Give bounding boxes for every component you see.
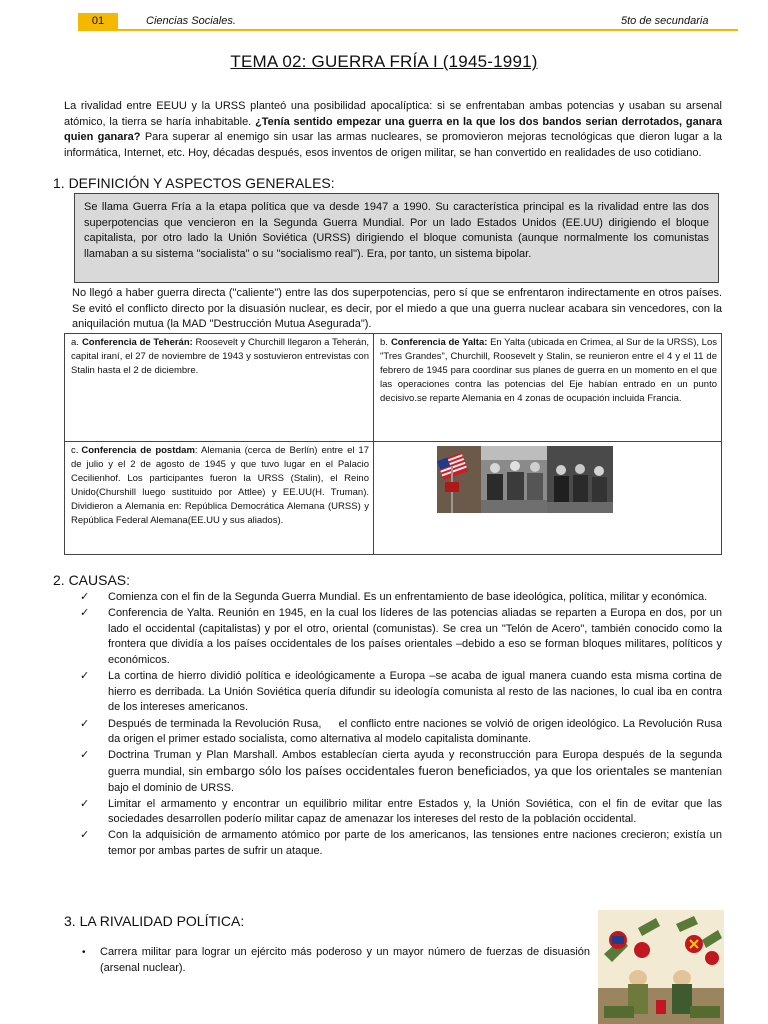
conference-title: Conferencia de Teherán: [81,337,193,348]
grade-label: 5to de secundaria [621,15,709,27]
checkmark-icon: ✓ [80,749,90,762]
list-item [80,669,722,716]
list-item [80,945,590,976]
checkmark-icon: ✓ [80,797,90,810]
conference-text: : Alemania (cerca de Berlín) entre el 17 de julio y el 2 de agosto de 1945 y que tuvo lugar en el Palacio Cecilienhof. Los participantes fueron la URSS (Stalin), el Reino Unido(Churshill luego sustituido por Attlee) y EE.UU(H. Truman). Dividieron a Alemania en: República Democrática Alemana (URSS) y República Federal Alemana(EE.UU y sus aliados). [71,445,369,526]
subject-label: Ciencias Sociales. [146,15,236,27]
list-letter: b. [380,337,388,348]
list-item [80,590,722,606]
list-item-text: Doctrina Truman y Plan Marshall. Ambos establecían cierta ayuda y reconstrucción para Europa después de la segunda guerra mundial, sin [108,749,722,778]
list-item-text: mantenían bajo el dominio de URSS. [108,765,722,794]
list-item [80,717,726,748]
intro-text-2: Para superar al enemigo sin usar las armas nucleares, se promovieron mejoras tecnológicas que dieron lugar a la informática, Internet, etc. Hoy, décadas después, esos inventos de origen militar, se han convertido en realidades de uso cotidiano. [64,131,723,159]
list-item-text: Limitar el armamento y encontrar un equilibrio militar entre Estados y, la Unión Soviética, con el fin de evitar que las sociedades desarrollen poderío militar capaz de amenazar los intereses del resto de la población occidental. [108,797,722,826]
conference-text: En Yalta (ubicada en Crimea, al Sur de la URSS), Los "Tres Grandes", Churchill, Roosevelt y Stalin, se reunieron entre el 4 y el 11 de febrero de 1945 para coordinar sus planes de guerra en un momento en el que las operaciones contra las potencias del Eje habían entrado en un punto decisivo.se reparte Alemania en 4 zonas de ocupación incluida Francia. [380,337,717,404]
checkmark-icon: ✓ [80,670,90,683]
list-item-text: Con la adquisición de armamento atómico por parte de los americanos, las tensiones entre naciones crecieron; existía un temor por ambas partes de sufrir un ataque. [108,829,722,858]
list-item [80,606,722,668]
list-letter: a. [71,337,79,348]
checkmark-icon: ✓ [80,717,90,730]
conference-text: Roosevelt y Churchill llegaron a Teherán, capital iraní, el 27 de noviembre de 1943 y sostuvieron entrevistas con Stalin hasta el 2 de diciembre. [71,337,369,376]
intro-paragraph [64,99,722,161]
conference-title: Conferencia de Yalta: [390,337,488,348]
checkmark-icon: ✓ [80,591,90,603]
list-item-text: Carrera militar para lograr un ejército más poderoso y un mayor número de fuerzas de disuasión (arsenal nuclear). [100,946,590,974]
conference-teheran-cell [65,334,374,442]
list-item-text: Comienza con el fin de la Segunda Guerra Mundial. Es un enfrentamiento de base ideológica, política, militar y económica. [108,591,708,603]
page-header [0,0,768,30]
checkmark-icon: ✓ [80,607,90,620]
big-three-photo-graphic [437,446,613,513]
conference-photo-cell [374,442,721,554]
conferences-table [64,333,722,555]
definition-text: Se llama Guerra Fría a la etapa política que va desde 1947 a 1990. Su característica principal es la rivalidad entre las dos superpotencias que vencieron en la Segunda Guerra Mundial. Por un lado Estados Unidos (EE.UU) dirigiendo el bloque capitalista, por otro lado la Unión Soviética (URSS) dirigiendo el bloque comunista (aunque normalmente los comunistas llamaban a su sistema "socialista" o su "socialismo real"). Era, por tanto, un sistema bipolar. [84,201,709,260]
list-letter: c. [71,445,79,456]
list-item-text: Después de terminada la Revolución Rusa, el conflicto entre naciones se volvió de origen ideológico. La Revolución Rusa da origen el primer estado socialista, como alternativa al modelo capitalista dominante. [108,717,726,746]
big-three-photo [437,446,613,513]
conference-yalta-cell [374,334,721,442]
conference-title: Conferencia de postdam [81,445,195,456]
list-item-text-emphasis: embargo sólo los países occidentales fueron beneficiados, ya que los orientales se [206,763,667,778]
intro-question: ¿Tenía sentido empezar una guerra en la que los dos bandos serian derrotados, ganara quien ganara? [64,115,722,143]
header-rule [78,29,738,31]
intro-text-1: La rivalidad entre EEUU y la URSS planteó una posibilidad apocalíptica: si se enfrentaban ambas potencias y usaban su arsenal atómico, la tierra se haría inhabitable. [64,100,722,128]
cold-war-cartoon-graphic [598,910,724,1024]
list-item [80,828,722,859]
deterrence-paragraph: No llegó a haber guerra directa ("caliente") entre las dos superpotencias, pero sí que se enfrentaron indirectamente en otros países. Se evitó el conflicto directo por la disuasión nuclear, es decir, por el miedo a que una guerra nuclear acabara sin vencedores, con la aniquilación mutua (la MAD "Destrucción Mutua Asegurada"). [72,287,722,330]
page-number: 01 [78,13,118,29]
rivalry-list [80,945,590,976]
causes-list [80,590,726,860]
section-3-heading: 3. LA RIVALIDAD POLÍTICA: [64,913,245,929]
bullet-icon: • [82,947,86,958]
checkmark-icon: ✓ [80,829,90,842]
cold-war-cartoon [598,910,724,1024]
conference-potsdam-cell [65,442,374,554]
definition-box [74,193,719,283]
list-item-text: La cortina de hierro dividió política e ideológicamente a Europa –se acaba de igual manera cuando esta misma cortina de hierro es derribada. La Unión Soviética quería difundir su ideología comunista al resto de las naciones, lo cual iba en contra de los intereses americanos. [108,670,722,714]
page-title: TEMA 02: GUERRA FRÍA I (1945-1991) [230,52,538,71]
list-item [80,748,722,796]
section-1-heading: 1. DEFINICIÓN Y ASPECTOS GENERALES: [53,175,335,191]
list-item-text: Conferencia de Yalta. Reunión en 1945, en la cual los líderes de las potencias aliadas se reparten a Europa en dos, por un lado el occidental (capitalistas) y por el otro, oriental (comunistas). Se crea un "Telón de Acero", también conocido como la frontera que dividía a los países occidentales de los países orientales –debido a eso se forman bloques militares, políticos y económicos. [108,607,722,666]
section-2-heading: 2. CAUSAS: [53,572,131,588]
list-item [80,797,722,828]
